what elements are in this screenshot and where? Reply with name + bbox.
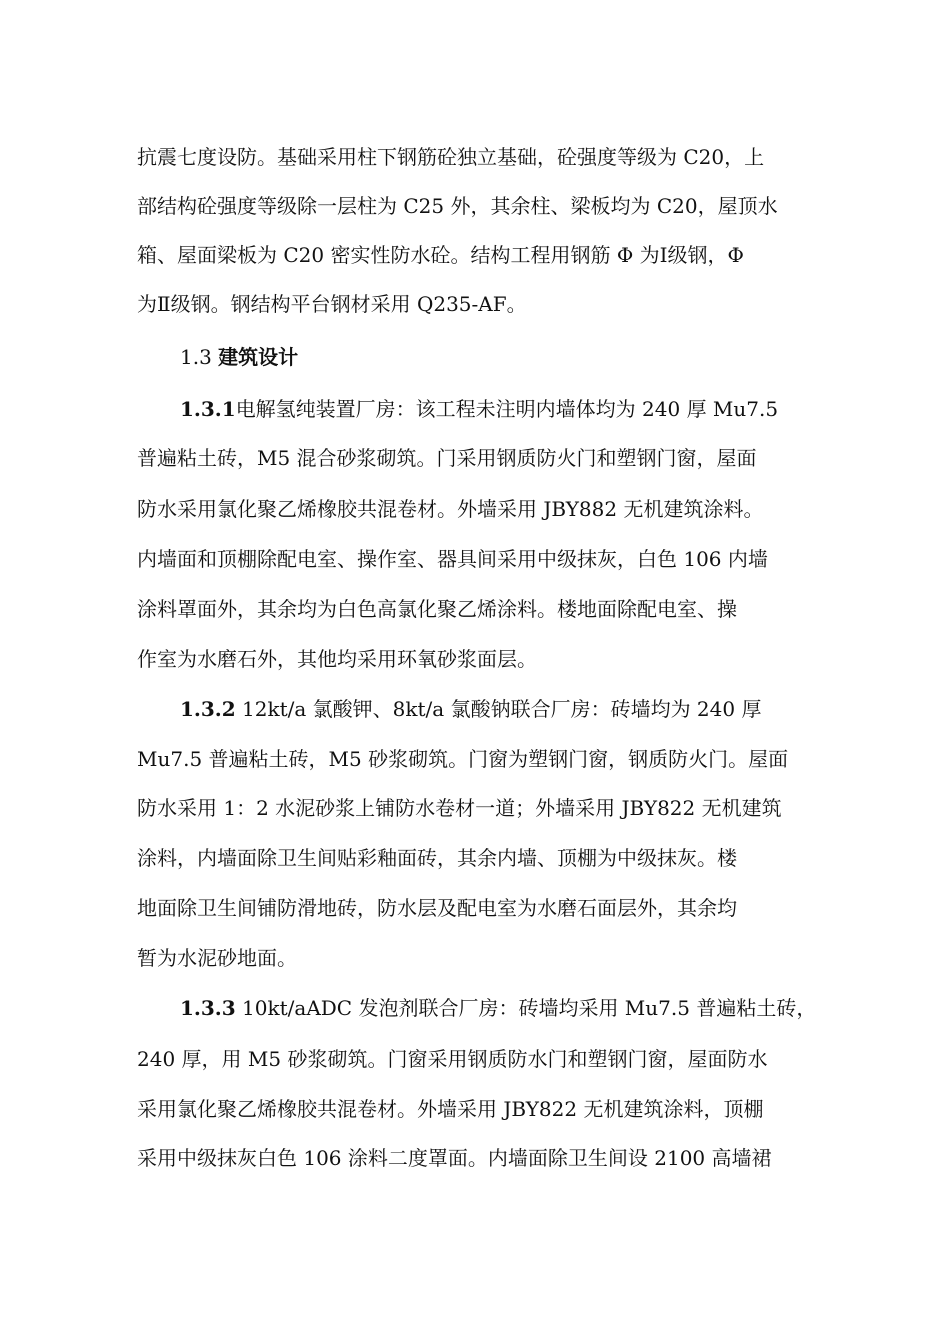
paragraph-line: 涂料，内墙面除卫生间贴彩釉面砖，其余内墙、顶棚为中级抹灰。楼 (137, 846, 737, 870)
paragraph-text: 10kt/aADC 发泡剂联合厂房：砖墙均采用 Mu7.5 普遍粘土砖， (235, 996, 817, 1020)
section-number: 1.3 (180, 345, 212, 369)
subsection-first-line (180, 392, 778, 426)
section-title: 建筑设计 (218, 345, 299, 369)
paragraph-line: 内墙面和顶棚除配电室、操作室、器具间采用中级抹灰，白色 106 内墙 (137, 547, 768, 571)
paragraph-line: 涂料罩面外，其余均为白色高氯化聚乙烯涂料。楼地面除配电室、操 (137, 597, 737, 621)
paragraph-line: 采用氯化聚乙烯橡胶共混卷材。外墙采用 JBY822 无机建筑涂料，顶棚 (137, 1097, 764, 1121)
subsection-number: 1.3.3 (180, 996, 236, 1020)
paragraph-text: 电解氢纯装置厂房：该工程未注明内墙体均为 240 厚 Mu7.5 (235, 397, 779, 421)
paragraph-line: 地面除卫生间铺防滑地砖，防水层及配电室为水磨石面层外，其余均 (137, 896, 737, 920)
subsection-first-line (180, 991, 816, 1025)
paragraph-line: Mu7.5 普遍粘土砖，M5 砂浆砌筑。门窗为塑钢门窗，钢质防火门。屋面 (137, 747, 789, 771)
subsection-first-line (180, 692, 761, 726)
subsection-number: 1.3.2 (180, 697, 236, 721)
paragraph-line: 普遍粘土砖，M5 混合砂浆砌筑。门采用钢质防火门和塑钢门窗，屋面 (137, 446, 757, 470)
paragraph-line: 防水采用氯化聚乙烯橡胶共混卷材。外墙采用 JBY882 无机建筑涂料。 (137, 497, 764, 521)
paragraph-line: 暂为水泥砂地面。 (137, 946, 297, 970)
paragraph-text: 12kt/a 氯酸钾、8kt/a 氯酸钠联合厂房：砖墙均为 240 厚 (235, 697, 762, 721)
paragraph-line: 抗震七度设防。基础采用柱下钢筋砼独立基础，砼强度等级为 C20，上 (137, 145, 765, 169)
paragraph-line: 箱、屋面梁板为 C20 密实性防水砼。结构工程用钢筋 Φ 为Ⅰ级钢，Φ (137, 243, 744, 267)
section-heading (180, 340, 298, 374)
paragraph-line: 防水采用 1：2 水泥砂浆上铺防水卷材一道；外墙采用 JBY822 无机建筑 (137, 796, 782, 820)
paragraph-line: 采用中级抹灰白色 106 涂料二度罩面。内墙面除卫生间设 2100 高墙裙 (137, 1146, 772, 1170)
paragraph-line: 作室为水磨石外，其他均采用环氧砂浆面层。 (137, 647, 537, 671)
subsection-number: 1.3.1 (180, 397, 236, 421)
paragraph-line: 为Ⅱ级钢。钢结构平台钢材采用 Q235-AF。 (137, 292, 527, 316)
paragraph-line: 240 厚，用 M5 砂浆砌筑。门窗采用钢质防水门和塑钢门窗，屋面防水 (137, 1047, 768, 1071)
paragraph-line: 部结构砼强度等级除一层柱为 C25 外，其余柱、梁板均为 C20，屋顶水 (137, 194, 778, 218)
